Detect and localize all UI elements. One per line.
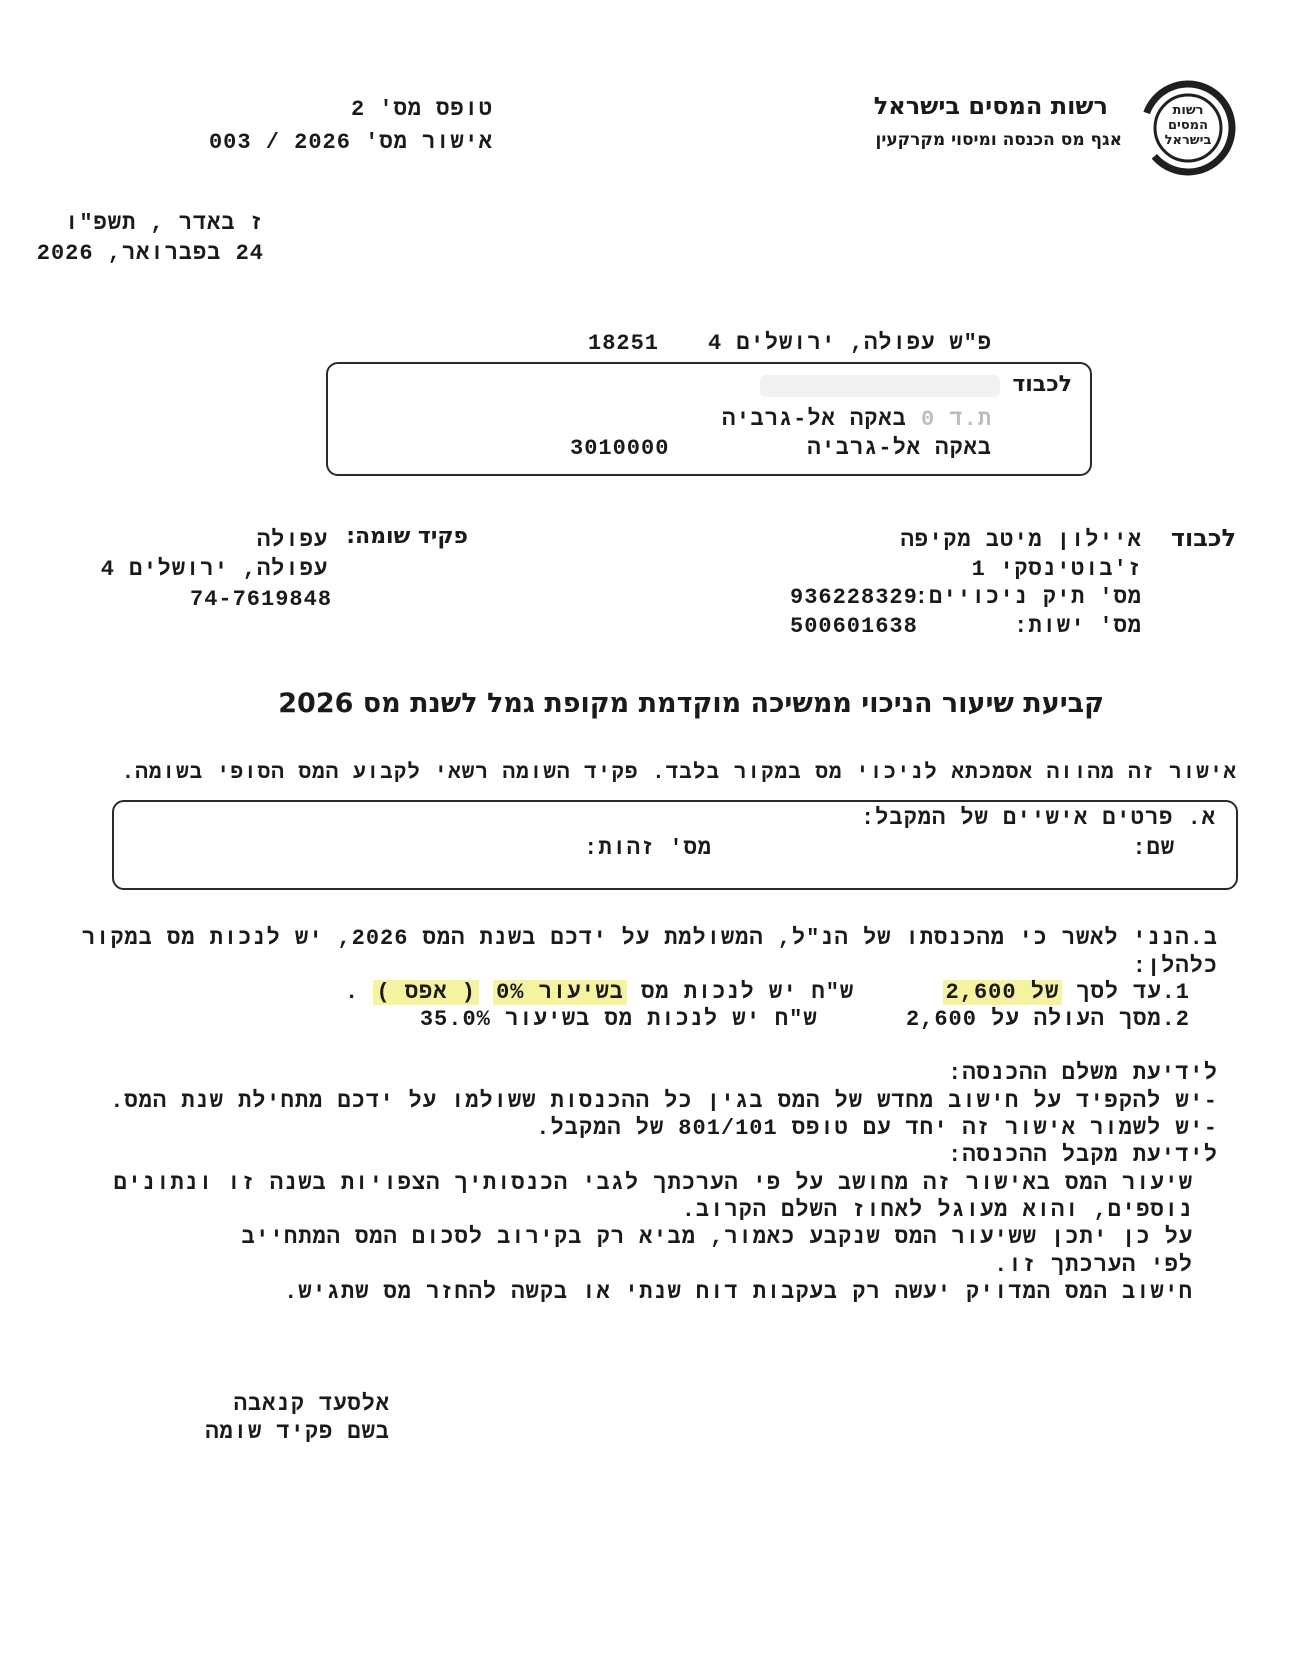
id-label: מס' זהות: [584, 836, 712, 861]
authority-name: רשות המסים בישראל [873, 92, 1108, 120]
section-b-item1 [345, 980, 1190, 1005]
logo-line-2: המסים [1167, 118, 1209, 133]
entity-label: מס' ישות: [1014, 614, 1142, 639]
logo-line-1: רשות [1172, 103, 1204, 118]
gregorian-date: 24 בפברואר, 2026 [36, 241, 264, 266]
recipient-name: איילון מיטב מקיפה [900, 528, 1142, 553]
receiver-note-3: חישוב המס המדויק יעשה רק בעקבות דוח שנתי או בקשה להחזר מס שתגיש. [284, 1280, 1193, 1305]
receiver-note-1-line2: נוספים, והוא מעוגל לאחוז השלם הקרוב. [681, 1198, 1193, 1223]
section-b-line2: כלהלן: [1132, 954, 1218, 979]
redacted-recipient-name [760, 375, 1000, 397]
item1-end: . [345, 980, 360, 1005]
section-b-line1: ב.הנני לאשר כי מהכנסתו של הנ"ל, המשולמת על ידכם בשנת המס 2026, יש לנכות מס במקור [81, 926, 1218, 951]
payer-note-2: -יש לשמור אישור זה יחד עם טופס 801/101 של המקבל. [536, 1116, 1218, 1141]
item1-prefix: 1.עד לסך [1076, 980, 1190, 1005]
item1-mid: ש"ח יש לנכות מס [641, 980, 855, 1005]
sender-line: פ"ש עפולה, ירושלים 4 [707, 331, 992, 356]
recipient-street: ז'בוטינסקי 1 [971, 557, 1142, 582]
deductions-file-value: 936228329 [790, 585, 918, 610]
address-postcode: 3010000 [570, 436, 670, 461]
intro-text: אישור זה מהווה אסמכתא לניכוי מס במקור בלבד. פקיד השומה רשאי לקבוע המס הסופי בשומה. [121, 762, 1237, 785]
item1-rate: בשיעור 0% [493, 980, 627, 1005]
address-line-2-city: באקה אל-גרביה [722, 407, 907, 432]
signatory-name: אלסעד קנאבה [233, 1392, 390, 1417]
item2-mid: ש"ח יש לנכות מס בשיעור 35.0% [419, 1007, 818, 1032]
item2-prefix: 2.מסך העולה על 2,600 [905, 1007, 1190, 1032]
address-line-2-prefix: ת.ד 0 [920, 407, 992, 432]
receiver-note-2-line2: לפי הערכתך זו. [994, 1253, 1193, 1278]
entity-value: 500601638 [790, 614, 918, 639]
receiver-note-2-line1: על כן יתכן ששיעור המס שנקבע כאמור, מביא רק בקירוב לסכום המס המתחייב [241, 1225, 1193, 1250]
receiver-note-1-line1: שיעור המס באישור זה מחושב על פי הערכתך לגבי הכנסותיך הצפויות בשנה זו ונתונים [113, 1171, 1193, 1196]
assessing-officer-address: עפולה, ירושלים 4 [100, 557, 328, 582]
address-to-label: לכבוד [1012, 372, 1072, 397]
address-line-2 [722, 407, 992, 432]
deductions-file-label: מס' תיק ניכויים: [914, 585, 1142, 610]
payer-notes-heading: לידיעת משלם ההכנסה: [948, 1061, 1218, 1086]
approval-number: אישור מס' 2026 / 003 [208, 130, 493, 155]
form-number: טופס מס' 2 [350, 97, 493, 122]
assessing-officer-office: עפולה [256, 528, 328, 553]
document-title: קביעת שיעור הניכוי ממשיכה מוקדמת מקופת גמל לשנת מס 2026 [278, 688, 1104, 719]
department-name: אגף מס הכנסה ומיסוי מקרקעין [875, 130, 1122, 150]
section-b-item2 [420, 1007, 1190, 1032]
sender-postcode: 18251 [588, 331, 660, 356]
payer-note-1: -יש להקפיד על חישוב מחדש של המס בגין כל ההכנסות ששולמו על ידכם מתחילת שנת המס. [110, 1089, 1218, 1114]
item1-amount: של 2,600 [943, 980, 1063, 1005]
assessing-officer-label: פקיד שומה: [346, 524, 468, 549]
name-label: שם: [1132, 836, 1175, 861]
logo-text [1152, 103, 1224, 148]
logo-line-3: בישראל [1164, 133, 1212, 148]
item1-zero: ( אפס ) [373, 980, 478, 1005]
address-city: באקה אל-גרביה [807, 436, 992, 461]
recipient-to-label: לכבוד [1170, 524, 1236, 552]
signatory-role: בשם פקיד שומה [205, 1420, 390, 1445]
receiver-notes-heading: לידיעת מקבל ההכנסה: [948, 1143, 1218, 1168]
section-a-heading: א. פרטים אישיים של המקבל: [860, 806, 1216, 831]
hebrew-date: ז באדר , תשפ"ו [65, 211, 264, 236]
assessing-officer-phone: 74-7619848 [190, 587, 333, 612]
